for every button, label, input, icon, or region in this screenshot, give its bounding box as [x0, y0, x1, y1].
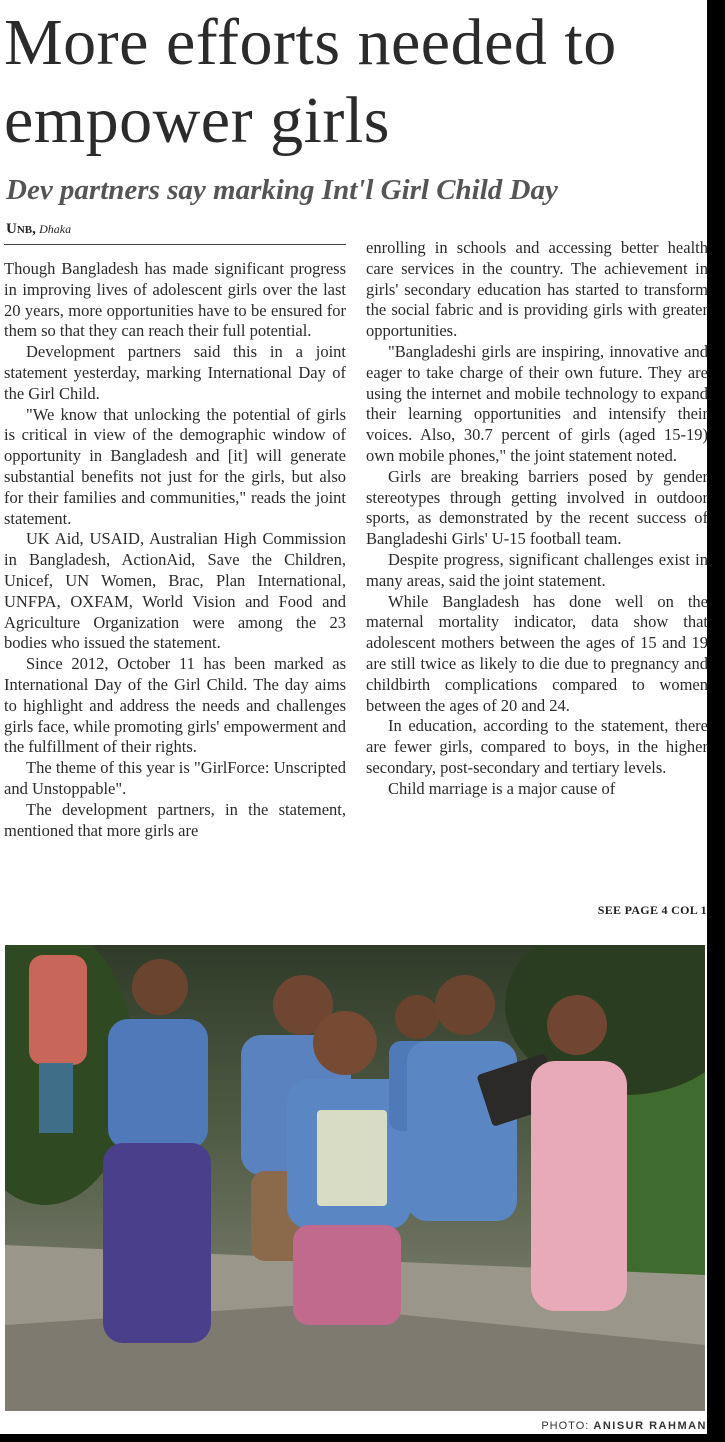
photo-credit-name: ANISUR RAHMAN [593, 1420, 707, 1432]
paragraph: Development partners said this in a joint statement yesterday, marking International Day of the Girl Child. [4, 342, 346, 403]
walker-legs [39, 1063, 73, 1133]
boy-head [395, 995, 439, 1039]
girl-center-skirt [293, 1225, 401, 1325]
paragraph: In education, according to the statement, there are fewer girls, compared to boys, in the higher secondary, post-secondary and tertiary levels. [366, 716, 708, 777]
paragraph: Girls are breaking barriers posed by gender stereotypes through getting involved in outdoor sports, as demonstrated by the recent success of Bangladeshi Girls' U-15 football team. [366, 466, 708, 549]
byline-dateline: Dhaka [39, 222, 72, 236]
girl-right-head [547, 995, 607, 1055]
article-column-left [4, 259, 346, 841]
article-column-right [366, 238, 708, 800]
paragraph: enrolling in schools and accessing better health care services in the country. The achievement in girls' secondary education has started to transform the social fabric and is providing girls with greater opportunities. [366, 238, 708, 341]
paragraph: Though Bangladesh has made significant progress in improving lives of adolescent girls over the last 20 years, more opportunities have to be ensured for them so that they can reach their full potential. [4, 259, 346, 341]
paragraph: UK Aid, USAID, Australian High Commission in Bangladesh, ActionAid, Save the Children, Unicef, UN Women, Brac, Plan International, UNFPA, OXFAM, World Vision and Food and Agriculture Organization were among the 23 bodies who issued the statement. [4, 529, 346, 653]
paragraph: Child marriage is a major cause of [388, 778, 616, 798]
girl-left-shirt [108, 1019, 208, 1149]
photo-credit-prefix: PHOTO: [541, 1420, 590, 1432]
byline-agency: Unb, [6, 221, 36, 237]
headline: More efforts needed to empower girls [4, 6, 617, 157]
continued-jump-line: SEE PAGE 4 COL 1 [597, 903, 707, 917]
paragraph: Since 2012, October 11 has been marked as International Day of the Girl Child. The day aims to highlight and address the needs and challenges girls face, while promoting girls' empowerment and the fulfillment of their rights. [4, 654, 346, 757]
page-edge-right [707, 0, 725, 1442]
page-edge-bottom [0, 1434, 725, 1442]
byline [6, 219, 71, 239]
news-photo [5, 945, 705, 1411]
girl-left-head [132, 959, 188, 1015]
paragraph: The theme of this year is "GirlForce: Unscripted and Unstoppable". [4, 758, 346, 798]
schoolgirls-photo-illustration [5, 945, 705, 1411]
girl-right-dress [531, 1061, 627, 1311]
girl-center-head [313, 1011, 377, 1075]
paragraph: "We know that unlocking the potential of girls is critical in view of the demographic window of opportunity in Bangladesh and [it] will generate substantial benefits not just for the girls, but also for their families and communities," reads the joint statement. [4, 404, 346, 528]
girl-right-center-head [435, 975, 495, 1035]
girl-center-book [317, 1110, 387, 1206]
paragraph: "Bangladeshi girls are inspiring, innovative and eager to take charge of their own future. They are using the internet and mobile technology to expand their learning opportunities and intensify their voices. Also, 30.7 percent of girls (aged 15-19) own mobile phones," the joint statement noted. [366, 341, 708, 465]
photo-credit [541, 1420, 707, 1432]
byline-rule [4, 244, 346, 245]
paragraph: Despite progress, significant challenges exist in many areas, said the joint statement. [366, 549, 708, 590]
paragraph: The development partners, in the statement, mentioned that more girls are [4, 799, 346, 840]
walker-dress [29, 955, 87, 1065]
subhead: Dev partners say marking Int'l Girl Child Day [6, 174, 558, 206]
paragraph: While Bangladesh has done well on the maternal mortality indicator, data show that adolescent mothers between the ages of 15 and 19 are still twice as likely to die due to pregnancy and childbirth complications compared to women between the ages of 20 and 24. [366, 591, 708, 715]
girl-left-skirt [103, 1143, 211, 1343]
